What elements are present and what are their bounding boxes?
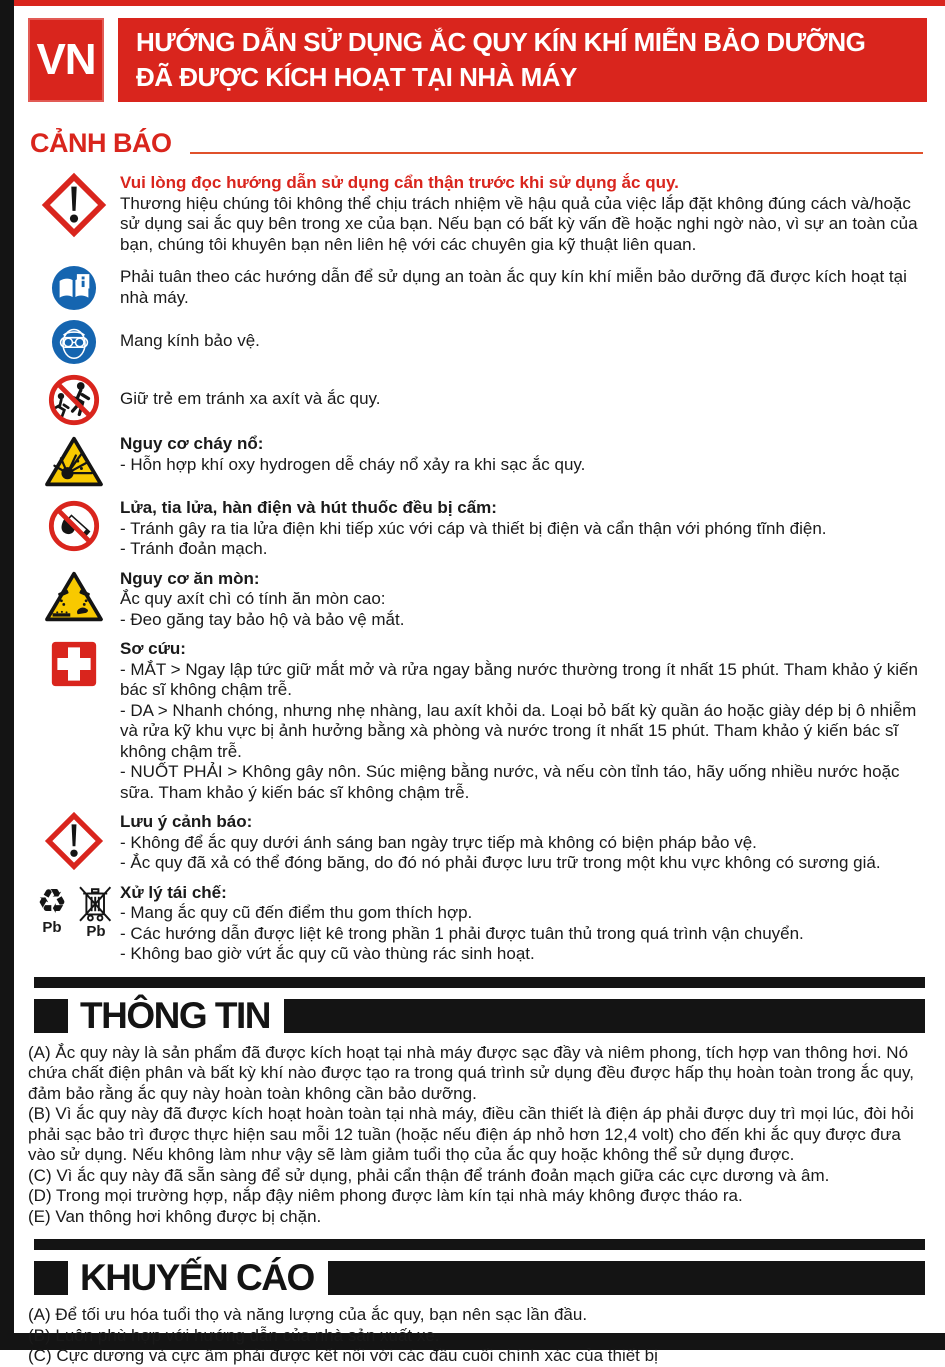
warning-text (120, 434, 927, 475)
title-line-2: ĐÃ ĐƯỢC KÍCH HOẠT TẠI NHÀ MÁY (136, 62, 577, 92)
first-aid-cross-icon (50, 640, 98, 688)
advice-section-header (28, 1257, 925, 1299)
warning-item (28, 434, 927, 489)
warning-item-title: Xử lý tái chế: (120, 882, 227, 902)
heading-rule (190, 152, 924, 154)
safety-goggles-icon (51, 319, 97, 365)
ghs-exclamation-small-cell (28, 812, 120, 869)
header-square (34, 1261, 68, 1295)
warning-item (28, 498, 927, 560)
info-section-header (28, 995, 925, 1037)
pb-label: Pb (86, 922, 106, 940)
warning-text (120, 498, 927, 560)
title-line-1: HƯỚNG DẪN SỬ DỤNG ẮC QUY KÍN KHÍ MIỄN BẢO DƯỠNG (136, 27, 866, 57)
paragraph: (B) Vì ắc quy này đã được kích hoạt hoàn toàn tại nhà máy, điều cần thiết là điện áp phải được duy trì mọi lúc, đòi hỏi phải sạc bảo trì được thực hiện sau mỗi 12 tuần (hoặc nếu điện áp nhỏ hơn 12,4 volt) cho đến khi ắc quy được đưa vào sử dụng. Nếu không làm như vậy sẽ làm giảm tuổi thọ của ắc quy hoặc không thể sử dụng được. (28, 1104, 914, 1164)
warning-text (120, 569, 927, 631)
warning-item-title: Sơ cứu: (120, 639, 186, 658)
paragraph: (D) Trong mọi trường hợp, nắp đậy niêm phong được làm kín tại nhà máy không được tháo ra. (28, 1186, 743, 1205)
page-title (118, 18, 927, 102)
warning-text-line: - MẮT > Ngay lập tức giữ mắt mở và rửa ngay bằng nước thường trong ít nhất 15 phút. Tham khảo ý kiến bác sĩ không chậm trễ. (120, 659, 918, 699)
instruction-book-icon (51, 265, 97, 311)
warning-text (120, 883, 927, 965)
paragraph: (C) Cực dương và cực âm phải được kết nối với các đầu cuối chính xác của thiết bị (28, 1346, 658, 1365)
recycle-symbols (31, 881, 117, 940)
crossed-out-bin-icon (76, 884, 116, 924)
warning-text-line: - Mang ắc quy cũ đến điểm thu gom thích hợp. (120, 903, 473, 922)
warning-item-title: Vui lòng đọc hướng dẫn sử dụng cẩn thận trước khi sử dụng ắc quy. (120, 173, 679, 192)
advice-section (28, 1239, 927, 1367)
warning-text (120, 639, 927, 803)
warning-text-line: - Các hướng dẫn được liệt kê trong phần 1 phải được tuân thủ trong quá trình vận chuyển. (120, 923, 804, 943)
warning-text (120, 389, 927, 410)
paragraph: (A) Ắc quy này là sản phẩm đã được kích hoạt tại nhà máy được sạc đầy và niêm phong, tích hợp van thông hơi. Nó chứa chất điện phân và bất kỳ khí nào được tạo ra trong quá trình sử dụng đều được hấp thụ hoàn toàn trong ắc quy, đảm bảo rằng ắc quy này hoàn toàn không cần bảo dưỡng. (28, 1042, 914, 1103)
no-open-flames-icon (47, 499, 101, 553)
page-content (14, 6, 945, 1367)
warning-item (28, 173, 927, 255)
info-section (28, 977, 927, 1228)
warning-item (28, 569, 927, 631)
recycle-pb-cell (28, 883, 120, 939)
warning-item-title: Lửa, tia lửa, hàn điện và hút thuốc đều bị cấm: (120, 498, 497, 517)
header-bar (284, 999, 925, 1033)
warning-item-title: Nguy cơ cháy nổ: (120, 434, 264, 453)
explosion-hazard-icon (44, 435, 104, 489)
ghs-exclamation-icon (43, 174, 105, 236)
warning-text-line: Mang kính bảo vệ. (120, 331, 260, 351)
warning-text-line: - Đeo găng tay bảo hộ và bảo vệ mắt. (120, 609, 405, 629)
paragraph: (E) Van thông hơi không được bị chặn. (28, 1206, 322, 1226)
warning-section-heading (30, 128, 927, 159)
no-children-cell (28, 372, 120, 427)
warning-text-line: - Không bao giờ vứt ắc quy cũ vào thùng rác sinh hoạt. (120, 944, 535, 963)
warning-text-line: Ắc quy axít chì có tính ăn mòn cao: (120, 589, 386, 608)
warning-item-title: Lưu ý cảnh báo: (120, 812, 253, 831)
advice-paragraph-list (28, 1305, 927, 1367)
no-fire-cell (28, 498, 120, 553)
warning-text-line: - Ắc quy đã xả có thể đóng băng, do đó nó phải được lưu trữ trong một khu vực không có sương giá. (120, 853, 881, 872)
header-square (34, 999, 68, 1033)
warning-text-line: - Tránh đoản mạch. (120, 539, 268, 558)
warning-item (28, 639, 927, 803)
warning-item (28, 318, 927, 365)
warning-item (28, 372, 927, 427)
info-paragraph-list (28, 1043, 927, 1228)
warning-text-line: - DA > Nhanh chóng, nhưng nhẹ nhàng, lau axít khỏi da. Loại bỏ bất kỳ quần áo hoặc giày dép bị ô nhiễm và rửa kỹ khu vực bị ảnh hưởng bằng xà phòng và nước trong ít nhất 15 phút. Tham khảo ý kiến bác sĩ không chậm trễ. (120, 700, 917, 761)
paragraph: (A) Để tối ưu hóa tuổi thọ và năng lượng của ắc quy, bạn nên sạc lần đầu. (28, 1305, 588, 1324)
warning-text-line: - Tránh gây ra tia lửa điện khi tiếp xúc với cáp và thiết bị điện và cẩn thận với phóng tĩnh điện. (120, 518, 827, 538)
corrosion-cell (28, 569, 120, 624)
pb-label: Pb (42, 918, 62, 936)
warning-text-line: - Không để ắc quy dưới ánh sáng ban ngày trực tiếp mà không có biện pháp bảo vệ. (120, 832, 757, 852)
language-tag-label: VN (36, 35, 96, 84)
header-bar (328, 1261, 925, 1295)
warning-text-line: Thương hiệu chúng tôi không thể chịu trách nhiệm về hậu quả của việc lắp đặt không đúng cách và/hoặc sử dụng sai ắc quy bên trong xe của bạn. Nếu bạn có bất kỳ vấn đề hoặc nghi ngờ nào, vì sự an toàn của bạn, chúng tôi khuyên bạn nên liên hệ với các chuyên gia kỹ thuật liên quan. (120, 193, 918, 254)
info-section-divider (34, 977, 925, 988)
language-tag (28, 18, 104, 102)
warning-text (120, 267, 927, 308)
recycling-symbol-icon: ♻ (36, 881, 68, 922)
warning-item (28, 264, 927, 311)
keep-children-away-icon (47, 373, 101, 427)
warning-text-line: Phải tuân theo các hướng dẫn để sử dụng an toàn ắc quy kín khí miễn bảo dưỡng đã được kích hoạt tại nhà máy. (120, 267, 907, 307)
paragraph: (C) Vì ắc quy này đã sẵn sàng để sử dụng, phải cẩn thận để tránh đoản mạch giữa các cực dương và âm. (28, 1165, 830, 1185)
info-heading-label: THÔNG TIN (80, 994, 270, 1036)
warning-text-line: - NUỐT PHẢI > Không gây nôn. Súc miệng bằng nước, và nếu còn tỉnh táo, hãy uống nhiều nước hoặc sữa. Tham khảo ý kiến bác sĩ không chậm trễ. (120, 762, 900, 802)
warning-text-line: Giữ trẻ em tránh xa axít và ắc quy. (120, 389, 381, 409)
explosion-cell (28, 434, 120, 489)
corrosion-hazard-icon (44, 570, 104, 624)
advice-section-divider (34, 1239, 925, 1250)
warning-item (28, 812, 927, 874)
first-aid-cell (28, 639, 120, 688)
left-edge-bar (0, 0, 14, 1350)
warning-text (120, 812, 927, 874)
paragraph: (B) Luôn phù hợp với hướng dẫn của nhà sản xuất xe. (28, 1325, 440, 1345)
warning-list (28, 173, 927, 965)
warning-heading-label: CẢNH BÁO (30, 128, 172, 158)
document-header (28, 18, 927, 102)
warning-item-title: Nguy cơ ăn mòn: (120, 568, 260, 588)
book-info-cell (28, 264, 120, 311)
advice-heading-label: KHUYẾN CÁO (80, 1257, 314, 1298)
goggles-cell (28, 318, 120, 365)
warning-item (28, 883, 927, 965)
ghs-exclamation-icon (46, 813, 102, 869)
warning-text (120, 331, 927, 352)
warning-text (120, 173, 927, 255)
ghs-exclamation-cell (28, 173, 120, 236)
warning-text-line: - Hỗn hợp khí oxy hydrogen dễ cháy nổ xảy ra khi sạc ắc quy. (120, 454, 586, 474)
